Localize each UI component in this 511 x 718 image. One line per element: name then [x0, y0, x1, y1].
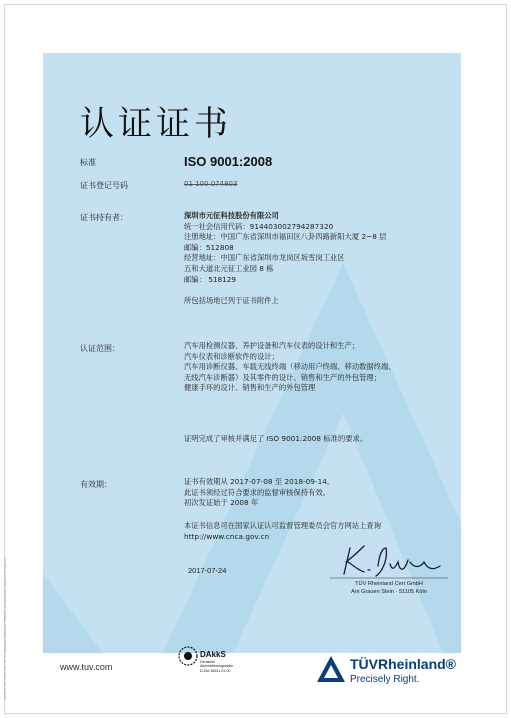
holder-line: 邮编：512808	[184, 242, 234, 252]
standard-value: ISO 9001:2008	[184, 154, 273, 169]
holder-line: 深圳市元征科技股份有限公司	[184, 211, 279, 220]
holder-line: 注册地址：中国广东省深圳市福田区八卦四路新阳大厦 2~8 层	[184, 232, 387, 242]
scope-line: 汽车仪表和诊断软件的设计；	[184, 351, 279, 361]
cnca-url[interactable]: http://www.cnca.gov.cn	[184, 531, 270, 541]
side-note-text: 10/221 ® TÜV, TUEV and TUV are registered trademarks. Utilisation and application requires prior approval.	[3, 556, 7, 700]
side-trademark-note	[3, 400, 13, 700]
scope-label: 认证范围：	[80, 344, 120, 353]
dakks-subtitle	[200, 660, 233, 673]
dakks-sub-line: Deutsche	[200, 660, 216, 664]
scope-block	[184, 341, 396, 394]
info-block	[184, 521, 381, 542]
conformity-statement: 证明完成了审核并满足了 ISO 9001:2008 标准的要求。	[184, 434, 368, 443]
tuv-website-link[interactable]: www.tuv.com	[60, 662, 113, 672]
holder-line: 所包括场地已列于证书附件上	[184, 295, 279, 305]
validity-block	[184, 477, 334, 509]
issuer-address: Am Grauen Stein · 51105 Köln	[351, 589, 427, 595]
dakks-accreditation-number: D-ZM-16031-01-00	[200, 668, 231, 673]
info-line: 本证书信息可在国家认证认可监督管理委员会官方网站上查询	[184, 521, 382, 530]
scope-line: 汽车用检测仪器、养护设备和汽车仪表的设计和生产；	[184, 341, 360, 350]
holder-line: 邮编： 518129	[184, 274, 237, 284]
holder-line-spacer	[184, 285, 386, 296]
standard-label: 标准	[80, 158, 96, 167]
holder-line: 经营地址：中国广东省深圳市龙岗区坂雪岗工业区	[184, 253, 345, 263]
tuv-triangle-icon	[316, 654, 346, 684]
registration-label: 证书登记号码	[80, 181, 128, 190]
tuv-rheinland-logo	[316, 652, 466, 696]
holder-label: 证书持有者：	[80, 213, 128, 222]
dakks-logo	[176, 640, 256, 680]
validity-line: 证书有效期从 2017-07-08 至 2018-09-14。	[184, 477, 335, 486]
scope-line: 汽车用诊断仪器、车载无线终端（移动用户终端、移动数据终端、	[184, 362, 396, 372]
dakks-emblem-icon	[176, 644, 200, 668]
dakks-sub-line: Akkreditierungsstelle	[200, 664, 234, 669]
dakks-name: DAkkS	[200, 650, 226, 659]
scope-line: 无线汽车诊断器）及其零件的设计、销售和生产的外包管理；	[184, 372, 382, 382]
certificate-title: 认证证书	[80, 104, 232, 144]
issuer-company: TÜV Rheinland Cert GmbH	[355, 581, 423, 587]
tuv-brand-name: TÜVRheinland®	[350, 656, 456, 672]
issue-date: 2017-07-24	[188, 566, 227, 575]
tuv-tagline: Precisely Right.	[350, 674, 420, 685]
holder-line: 统一社会信用代码：914403002794287320	[184, 221, 334, 231]
validity-line: 此证书须经过符合要求的监督审核保持有效。	[184, 487, 330, 497]
holder-block	[184, 211, 386, 306]
issuer-block	[330, 580, 448, 596]
validity-line: 初次发证始于 2008 年	[184, 498, 259, 508]
registration-number: 01 100 074803	[184, 180, 238, 188]
scope-line: 健康手环的设计、销售和生产的外包管理	[184, 383, 316, 393]
holder-line: 五和大道北元征工业园 8 栋	[184, 263, 274, 273]
signature	[330, 540, 448, 580]
validity-label: 有效期：	[80, 480, 112, 489]
